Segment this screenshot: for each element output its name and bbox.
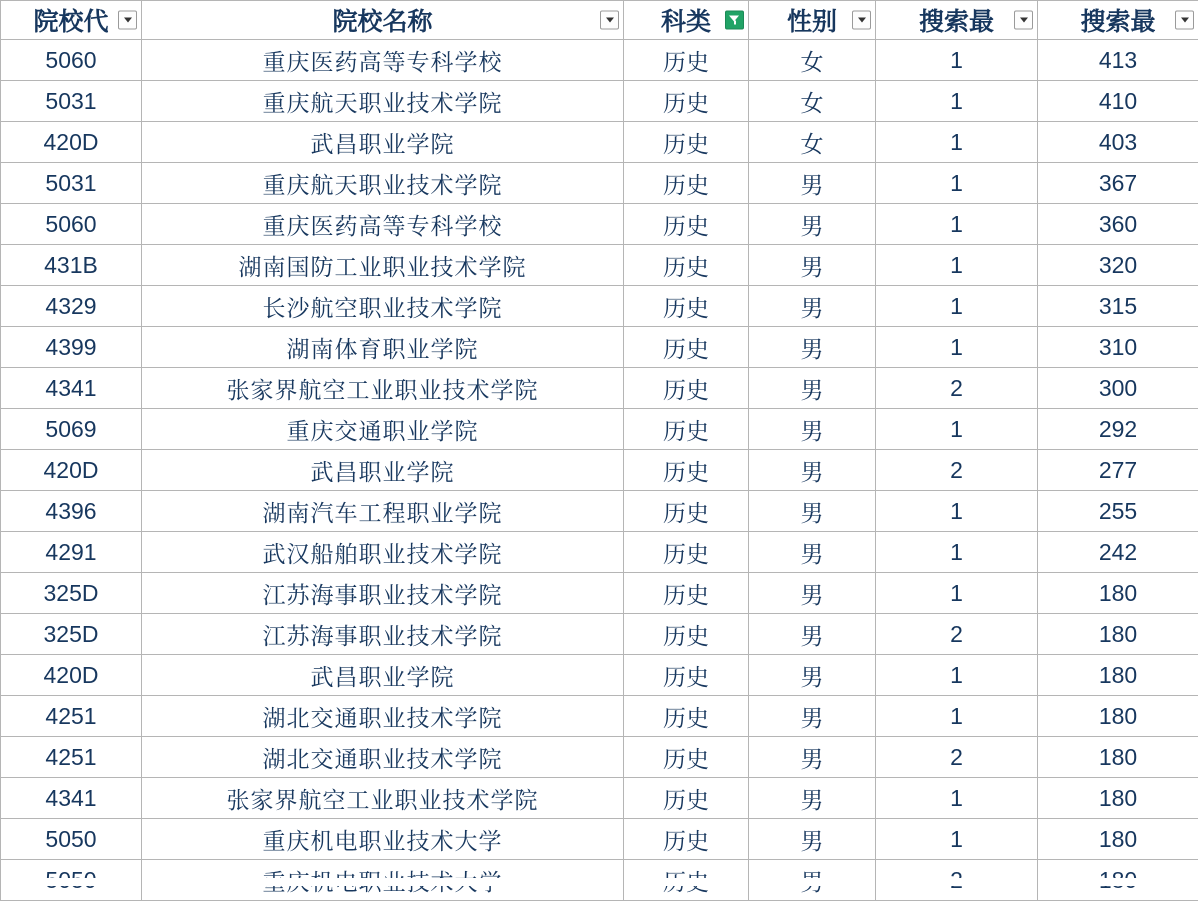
table-row[interactable] xyxy=(1,122,1198,163)
cell-subject-category[interactable]: 历史 xyxy=(624,614,749,655)
cell-college-name[interactable]: 江苏海事职业技术学院 xyxy=(142,573,624,614)
table-row[interactable] xyxy=(1,204,1198,245)
cell-college-name[interactable]: 张家界航空工业职业技术学院 xyxy=(142,778,624,819)
table-row[interactable] xyxy=(1,819,1198,860)
cell-search-max[interactable]: 277 xyxy=(1038,450,1198,491)
cell-search-max[interactable]: 180 xyxy=(1038,614,1198,655)
cell-college-name[interactable]: 湖南体育职业学院 xyxy=(142,327,624,368)
cell-college-name[interactable]: 张家界航空工业职业技术学院 xyxy=(142,368,624,409)
cell-search-max[interactable]: 413 xyxy=(1038,40,1198,81)
cell-college-code[interactable]: 4399 xyxy=(1,327,142,368)
filter-dropdown-icon[interactable] xyxy=(118,11,137,30)
cell-college-code[interactable]: 4396 xyxy=(1,491,142,532)
cell-college-code[interactable]: 420D xyxy=(1,655,142,696)
cell-college-code[interactable]: 5060 xyxy=(1,204,142,245)
cell-search-max[interactable]: 242 xyxy=(1038,532,1198,573)
cell-college-code[interactable]: 4341 xyxy=(1,368,142,409)
cell-gender[interactable]: 男 xyxy=(749,204,876,245)
cell-gender[interactable]: 男 xyxy=(749,655,876,696)
cell-search-max[interactable]: 310 xyxy=(1038,327,1198,368)
table-row[interactable] xyxy=(1,245,1198,286)
column-header-label: 科类 xyxy=(661,2,711,38)
cell-search-min[interactable]: 1 xyxy=(876,245,1038,286)
cell-gender[interactable]: 男 xyxy=(749,778,876,819)
cell-search-max[interactable]: 315 xyxy=(1038,286,1198,327)
cell-college-code[interactable]: 4251 xyxy=(1,737,142,778)
cell-gender[interactable]: 男 xyxy=(749,450,876,491)
column-header-gender[interactable] xyxy=(749,1,876,40)
column-header-label: 院校代 xyxy=(33,2,108,38)
cell-subject-category[interactable]: 历史 xyxy=(624,122,749,163)
column-header-subject-category[interactable] xyxy=(624,1,749,40)
cell-gender[interactable]: 男 xyxy=(749,532,876,573)
cell-search-max[interactable]: 410 xyxy=(1038,81,1198,122)
table-row[interactable] xyxy=(1,491,1198,532)
cell-gender[interactable]: 女 xyxy=(749,122,876,163)
grid-bottom-edge xyxy=(0,878,1198,886)
filter-dropdown-icon[interactable] xyxy=(600,11,619,30)
cell-college-name[interactable]: 长沙航空职业技术学院 xyxy=(142,286,624,327)
cell-college-name[interactable]: 武昌职业学院 xyxy=(142,655,624,696)
cell-college-name[interactable]: 武昌职业学院 xyxy=(142,122,624,163)
cell-search-max[interactable]: 180 xyxy=(1038,819,1198,860)
cell-subject-category[interactable]: 历史 xyxy=(624,573,749,614)
cell-college-name[interactable]: 湖北交通职业技术学院 xyxy=(142,696,624,737)
filter-dropdown-icon[interactable] xyxy=(1014,11,1033,30)
column-header-college-name[interactable] xyxy=(142,1,624,40)
cell-college-code[interactable]: 5060 xyxy=(1,40,142,81)
table-body xyxy=(1,40,1198,901)
cell-search-min[interactable]: 1 xyxy=(876,286,1038,327)
cell-subject-category[interactable]: 历史 xyxy=(624,409,749,450)
cell-subject-category[interactable]: 历史 xyxy=(624,737,749,778)
table-row[interactable] xyxy=(1,163,1198,204)
cell-college-code[interactable]: 5069 xyxy=(1,409,142,450)
cell-search-min[interactable]: 1 xyxy=(876,778,1038,819)
cell-college-name[interactable]: 江苏海事职业技术学院 xyxy=(142,614,624,655)
cell-college-code[interactable]: 4251 xyxy=(1,696,142,737)
cell-search-max[interactable]: 403 xyxy=(1038,122,1198,163)
cell-search-min[interactable]: 1 xyxy=(876,409,1038,450)
cell-college-name[interactable]: 重庆机电职业技术大学 xyxy=(142,819,624,860)
column-header-label: 搜索最 xyxy=(919,2,994,38)
cell-gender[interactable]: 男 xyxy=(749,163,876,204)
cell-gender[interactable]: 男 xyxy=(749,819,876,860)
cell-college-name[interactable]: 湖北交通职业技术学院 xyxy=(142,737,624,778)
table-row[interactable] xyxy=(1,778,1198,819)
cell-subject-category[interactable]: 历史 xyxy=(624,450,749,491)
cell-search-min[interactable]: 1 xyxy=(876,491,1038,532)
table-row[interactable] xyxy=(1,737,1198,778)
cell-subject-category[interactable]: 历史 xyxy=(624,819,749,860)
column-header-college-code[interactable] xyxy=(1,1,142,40)
cell-search-min[interactable]: 1 xyxy=(876,122,1038,163)
table-row[interactable] xyxy=(1,327,1198,368)
cell-college-name[interactable]: 重庆医药高等专科学校 xyxy=(142,204,624,245)
cell-subject-category[interactable]: 历史 xyxy=(624,40,749,81)
cell-search-min[interactable]: 1 xyxy=(876,696,1038,737)
cell-subject-category[interactable]: 历史 xyxy=(624,81,749,122)
cell-search-max[interactable]: 367 xyxy=(1038,163,1198,204)
cell-subject-category[interactable]: 历史 xyxy=(624,327,749,368)
column-header-label: 院校名称 xyxy=(332,2,432,38)
table-row[interactable] xyxy=(1,450,1198,491)
cell-college-name[interactable]: 重庆航天职业技术学院 xyxy=(142,163,624,204)
cell-search-min[interactable]: 1 xyxy=(876,81,1038,122)
cell-search-min[interactable]: 1 xyxy=(876,655,1038,696)
cell-gender[interactable]: 男 xyxy=(749,368,876,409)
cell-gender[interactable]: 男 xyxy=(749,286,876,327)
cell-college-code[interactable]: 420D xyxy=(1,122,142,163)
cell-subject-category[interactable]: 历史 xyxy=(624,491,749,532)
table-row[interactable] xyxy=(1,286,1198,327)
cell-search-max[interactable]: 320 xyxy=(1038,245,1198,286)
table-row[interactable] xyxy=(1,368,1198,409)
cell-college-code[interactable]: 4291 xyxy=(1,532,142,573)
cell-college-code[interactable]: 5031 xyxy=(1,81,142,122)
column-header-label: 搜索最 xyxy=(1080,2,1155,38)
cell-college-name[interactable]: 重庆医药高等专科学校 xyxy=(142,40,624,81)
cell-college-name[interactable]: 武昌职业学院 xyxy=(142,450,624,491)
filter-dropdown-icon[interactable] xyxy=(1175,11,1194,30)
cell-search-max[interactable]: 180 xyxy=(1038,737,1198,778)
cell-college-code[interactable]: 4329 xyxy=(1,286,142,327)
cell-college-code[interactable]: 325D xyxy=(1,614,142,655)
cell-college-code[interactable]: 420D xyxy=(1,450,142,491)
cell-search-max[interactable]: 180 xyxy=(1038,696,1198,737)
table-row[interactable] xyxy=(1,655,1198,696)
cell-search-min[interactable]: 2 xyxy=(876,450,1038,491)
cell-subject-category[interactable]: 历史 xyxy=(624,286,749,327)
cell-gender[interactable]: 男 xyxy=(749,245,876,286)
cell-search-max[interactable]: 292 xyxy=(1038,409,1198,450)
table-row[interactable] xyxy=(1,532,1198,573)
cell-search-max[interactable]: 360 xyxy=(1038,204,1198,245)
cell-subject-category[interactable]: 历史 xyxy=(624,532,749,573)
cell-college-code[interactable]: 325D xyxy=(1,573,142,614)
cell-subject-category[interactable]: 历史 xyxy=(624,245,749,286)
cell-gender[interactable]: 男 xyxy=(749,491,876,532)
cell-gender[interactable]: 男 xyxy=(749,573,876,614)
cell-gender[interactable]: 男 xyxy=(749,696,876,737)
cell-college-name[interactable]: 湖南国防工业职业技术学院 xyxy=(142,245,624,286)
table-row[interactable] xyxy=(1,40,1198,81)
cell-search-min[interactable]: 1 xyxy=(876,327,1038,368)
table-header-row xyxy=(1,1,1198,40)
cell-gender[interactable]: 男 xyxy=(749,737,876,778)
table-row[interactable] xyxy=(1,409,1198,450)
cell-subject-category[interactable]: 历史 xyxy=(624,696,749,737)
cell-search-max[interactable]: 180 xyxy=(1038,573,1198,614)
cell-search-max[interactable]: 255 xyxy=(1038,491,1198,532)
cell-search-max[interactable]: 180 xyxy=(1038,655,1198,696)
cell-college-name[interactable]: 武汉船舶职业技术学院 xyxy=(142,532,624,573)
cell-search-min[interactable]: 1 xyxy=(876,163,1038,204)
column-header-search-min[interactable] xyxy=(876,1,1038,40)
cell-college-code[interactable]: 4341 xyxy=(1,778,142,819)
cell-search-max[interactable]: 300 xyxy=(1038,368,1198,409)
table-row[interactable] xyxy=(1,614,1198,655)
column-header-search-max[interactable] xyxy=(1038,1,1198,40)
cell-subject-category[interactable]: 历史 xyxy=(624,778,749,819)
cell-search-min[interactable]: 1 xyxy=(876,819,1038,860)
cell-subject-category[interactable]: 历史 xyxy=(624,368,749,409)
cell-search-min[interactable]: 2 xyxy=(876,368,1038,409)
cell-subject-category[interactable]: 历史 xyxy=(624,163,749,204)
table-row[interactable] xyxy=(1,573,1198,614)
table-row[interactable] xyxy=(1,81,1198,122)
cell-college-name[interactable]: 湖南汽车工程职业学院 xyxy=(142,491,624,532)
cell-college-name[interactable]: 重庆交通职业学院 xyxy=(142,409,624,450)
cell-search-min[interactable]: 1 xyxy=(876,573,1038,614)
cell-gender[interactable]: 女 xyxy=(749,81,876,122)
cell-college-name[interactable]: 重庆航天职业技术学院 xyxy=(142,81,624,122)
cell-college-code[interactable]: 5031 xyxy=(1,163,142,204)
cell-search-min[interactable]: 1 xyxy=(876,40,1038,81)
cell-college-code[interactable]: 431B xyxy=(1,245,142,286)
cell-gender[interactable]: 女 xyxy=(749,40,876,81)
cell-search-min[interactable]: 2 xyxy=(876,614,1038,655)
cell-gender[interactable]: 男 xyxy=(749,409,876,450)
cell-gender[interactable]: 男 xyxy=(749,327,876,368)
cell-subject-category[interactable]: 历史 xyxy=(624,655,749,696)
cell-search-min[interactable]: 1 xyxy=(876,532,1038,573)
cell-gender[interactable]: 男 xyxy=(749,614,876,655)
column-header-label: 性别 xyxy=(787,2,837,38)
table-row[interactable] xyxy=(1,696,1198,737)
cell-search-min[interactable]: 2 xyxy=(876,737,1038,778)
cell-subject-category[interactable]: 历史 xyxy=(624,204,749,245)
cell-search-max[interactable]: 180 xyxy=(1038,778,1198,819)
cell-search-min[interactable]: 1 xyxy=(876,204,1038,245)
filter-active-icon[interactable] xyxy=(725,11,744,30)
filter-dropdown-icon[interactable] xyxy=(852,11,871,30)
cell-college-code[interactable]: 5050 xyxy=(1,819,142,860)
